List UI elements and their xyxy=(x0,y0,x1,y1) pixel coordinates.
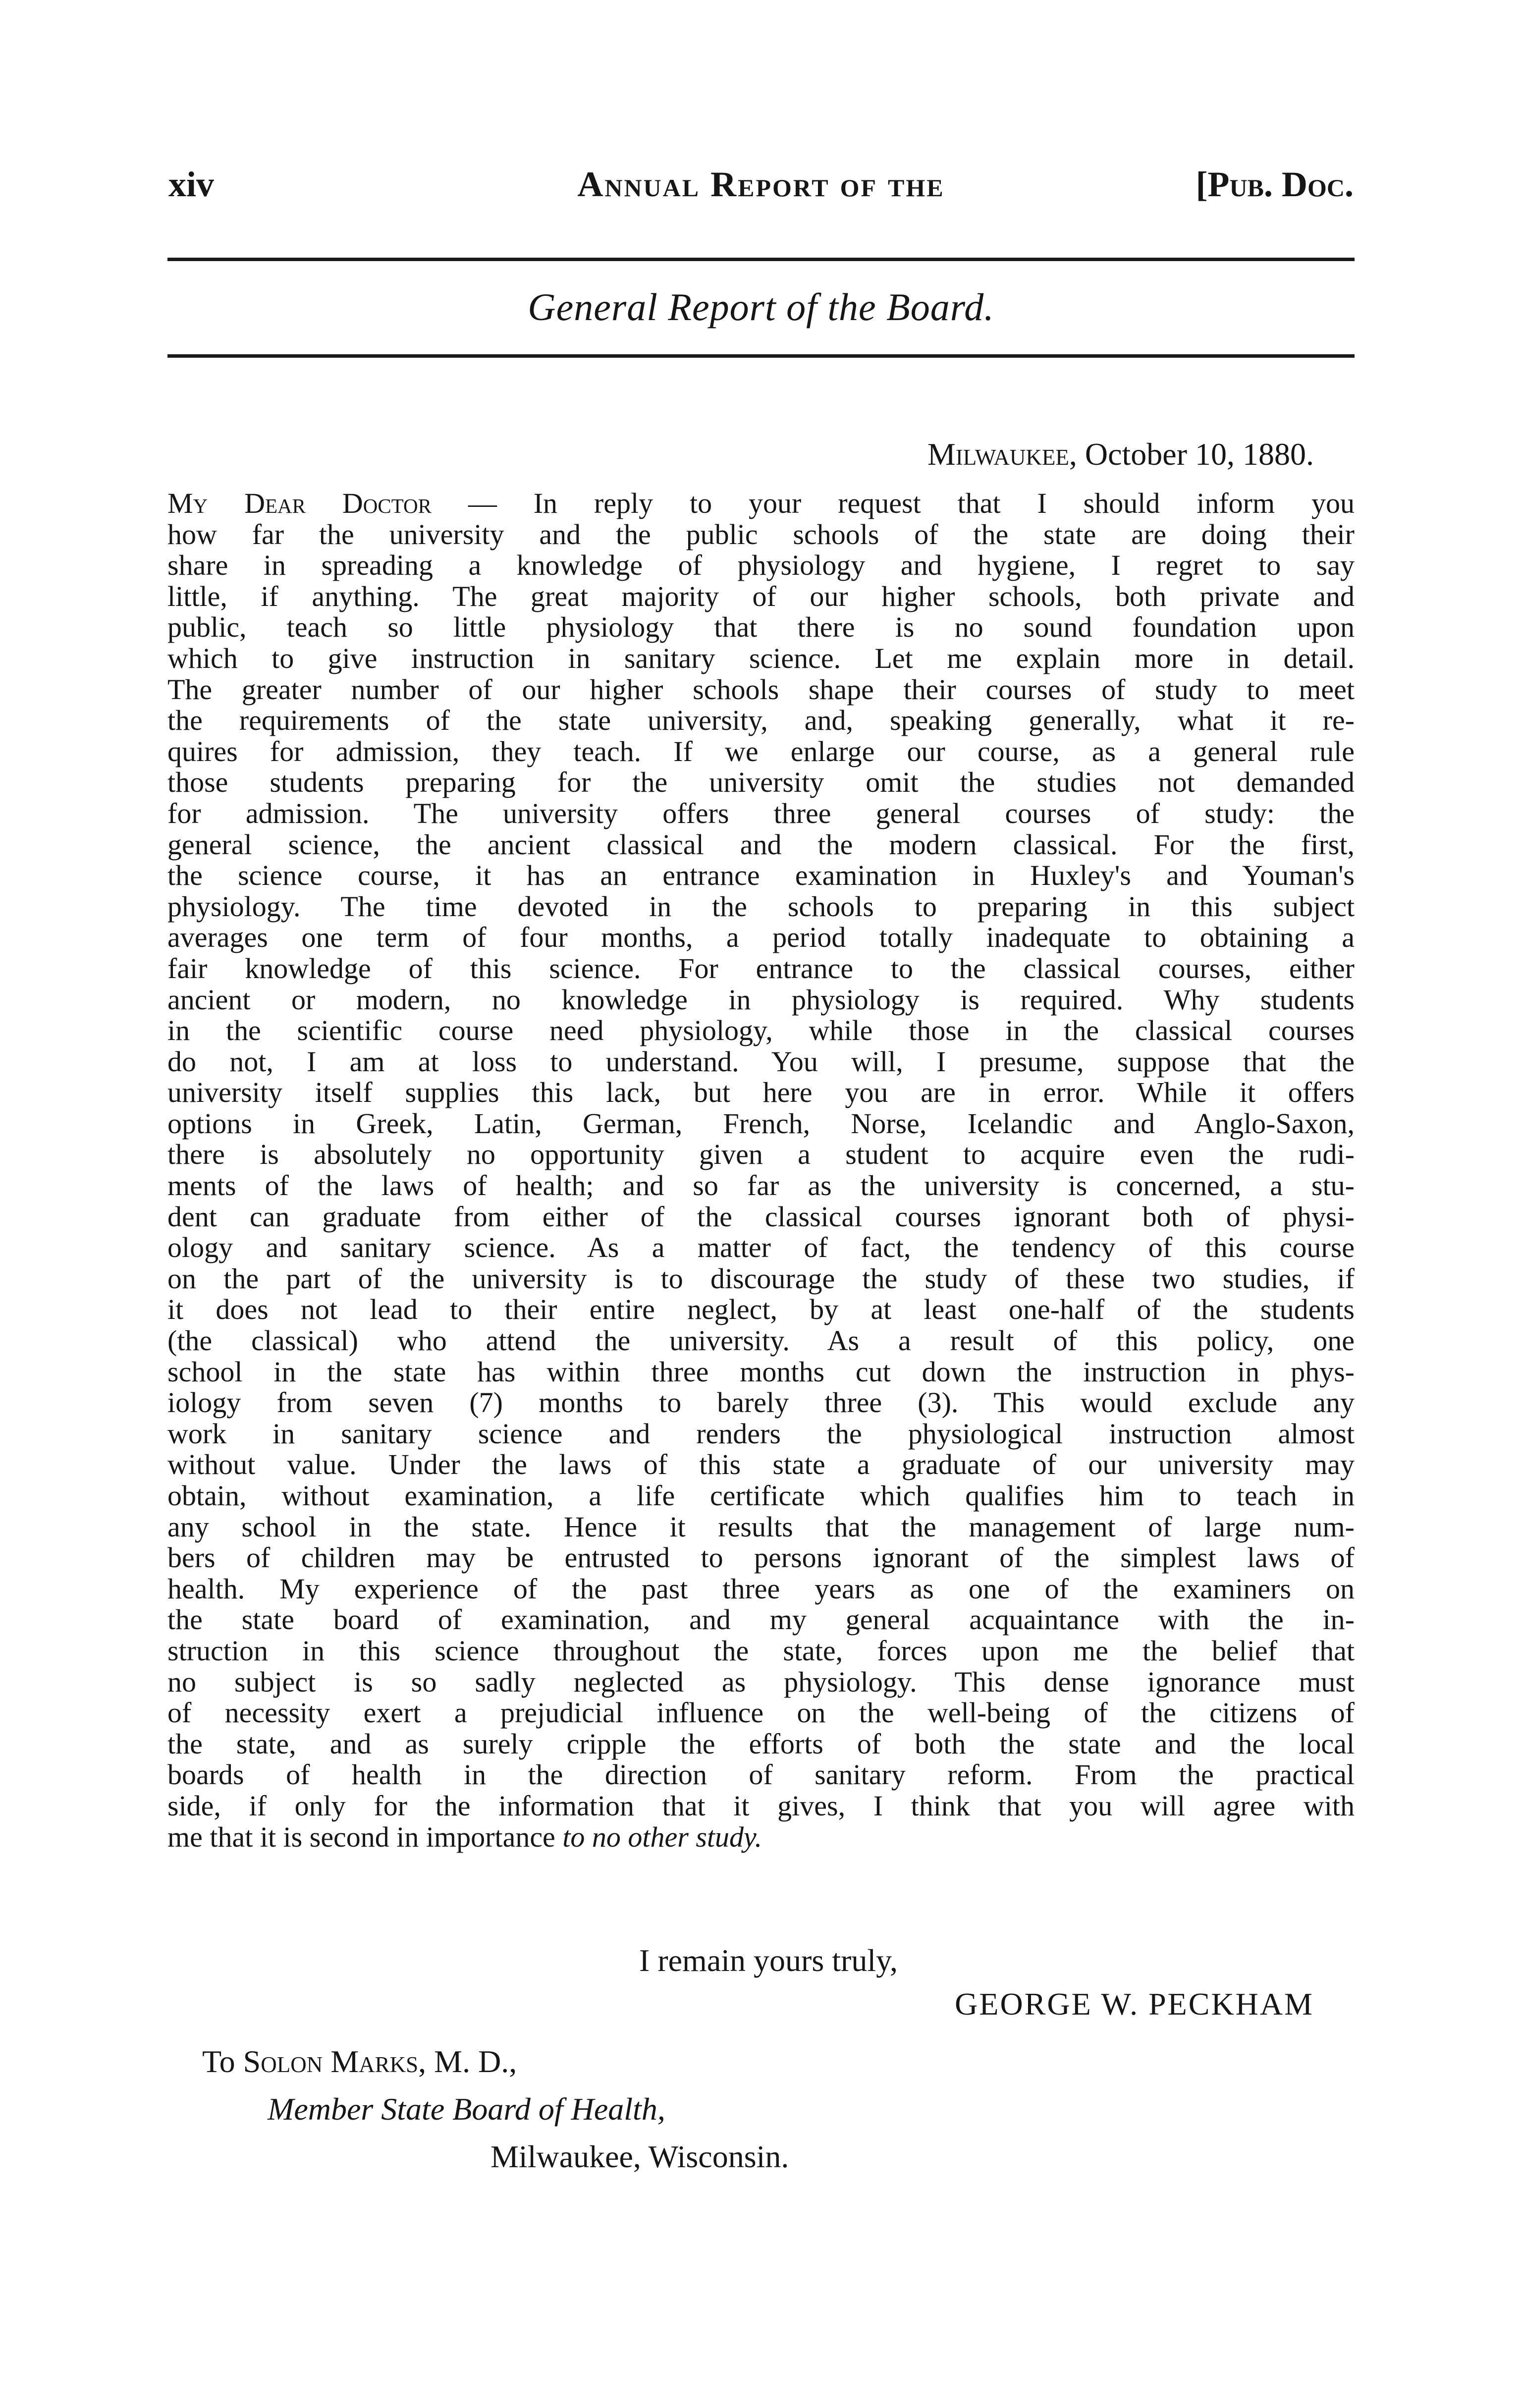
addressee-role: Member State Board of Health, xyxy=(268,2091,665,2127)
letter-line: ments of the laws of health; and so far as the university is concerned, a stu- xyxy=(167,1169,1355,1202)
letter-signature: GEORGE W. PECKHAM xyxy=(955,1986,1314,2022)
letter-line-last xyxy=(167,1822,1355,1853)
addressee-line xyxy=(202,2039,517,2084)
letter-line: The greater number of our higher schools shape their courses of study to meet xyxy=(167,673,1355,706)
letter-line: public, teach so little physiology that there is no sound foundation upon xyxy=(167,611,1355,644)
section-title: General Report of the Board. xyxy=(528,285,994,328)
emphasized-phrase: to no other study. xyxy=(562,1820,762,1853)
letter-line: the science course, it has an entrance examination in Huxley's and Youman's xyxy=(167,859,1355,892)
letter-line: ancient or modern, no knowledge in physiology is required. Why students xyxy=(167,983,1355,1016)
salutation: My Dear Doctor xyxy=(167,487,432,519)
letter-line: the state, and as surely cripple the efforts of both the state and the local xyxy=(167,1727,1355,1760)
letter-line: quires for admission, they teach. If we enlarge our course, as a general rule xyxy=(167,735,1355,767)
letter-line: no subject is so sadly neglected as physiology. This dense ignorance must xyxy=(167,1665,1355,1698)
addressee-suffix: , M. D., xyxy=(418,2044,517,2079)
letter-line: the requirements of the state university, and, speaking generally, what it re- xyxy=(167,704,1355,737)
letter-line: there is absolutely no opportunity given a student to acquire even the rudi- xyxy=(167,1138,1355,1171)
running-head-title: Annual Report of the xyxy=(577,164,945,204)
letter-line: those students preparing for the university omit the studies not demanded xyxy=(167,766,1355,799)
letter-line: general science, the ancient classical and the modern classical. For the first, xyxy=(167,828,1355,861)
letter-line: in the scientific course need physiology, while those in the classical courses xyxy=(167,1014,1355,1047)
letter-line: dent can graduate from either of the classical courses ignorant both of physi- xyxy=(167,1200,1355,1233)
letter-line: bers of children may be entrusted to persons ignorant of the simplest laws of xyxy=(167,1541,1355,1574)
letter-line: boards of health in the direction of sanitary reform. From the practical xyxy=(167,1758,1355,1791)
letter-line: of necessity exert a prejudicial influence on the well-being of the citizens of xyxy=(167,1697,1355,1729)
letter-line: it does not lead to their entire neglect, by at least one-half of the students xyxy=(167,1293,1355,1326)
letter-line: physiology. The time devoted in the schools to preparing in this subject xyxy=(167,890,1355,923)
header-rule-top xyxy=(167,258,1355,261)
letter-line: how far the university and the public schools of the state are doing their xyxy=(167,518,1355,550)
letter-line: options in Greek, Latin, German, French, Norse, Icelandic and Anglo-Saxon, xyxy=(167,1107,1355,1140)
letter-line: university itself supplies this lack, but here you are in error. While it offers xyxy=(167,1076,1355,1109)
page-number: xiv xyxy=(168,164,215,204)
letter-line-text: — In reply to your request that I should inform you xyxy=(431,487,1355,519)
letter-closing: I remain yours truly, xyxy=(639,1943,898,1978)
letter-body xyxy=(167,488,1355,1853)
dateline-date: , October 10, 1880. xyxy=(1069,437,1314,472)
addressee-name: Solon Marks xyxy=(243,2044,419,2079)
letter-line-text: me that it is second in importance xyxy=(167,1820,563,1853)
letter-line: iology from seven (7) months to barely three (3). This would exclude any xyxy=(167,1386,1355,1419)
letter-line: any school in the state. Hence it results that the management of large num- xyxy=(167,1510,1355,1543)
letter-line: health. My experience of the past three years as one of the examiners on xyxy=(167,1572,1355,1605)
letter-line: share in spreading a knowledge of physiology and hygiene, I regret to say xyxy=(167,549,1355,582)
letter-line: little, if anything. The great majority of our higher schools, both private and xyxy=(167,580,1355,612)
letter-line: school in the state has within three months cut down the instruction in phys- xyxy=(167,1355,1355,1388)
letter-line: (the classical) who attend the university. As a result of this policy, one xyxy=(167,1324,1355,1357)
letter-line: side, if only for the information that it gives, I think that you will agree with xyxy=(167,1789,1355,1822)
running-head xyxy=(168,160,1354,209)
letter-line: on the part of the university is to discourage the study of these two studies, if xyxy=(167,1262,1355,1295)
letter-line: which to give instruction in sanitary science. Let me explain more in detail. xyxy=(167,642,1355,674)
letter-line: fair knowledge of this science. For entrance to the classical courses, either xyxy=(167,952,1355,985)
header-rule-bottom xyxy=(167,354,1355,358)
letter-line: without value. Under the laws of this state a graduate of our university may xyxy=(167,1448,1355,1481)
letter-line: obtain, without examination, a life certificate which qualifies him to teach in xyxy=(167,1479,1355,1512)
addressee-place: Milwaukee, Wisconsin. xyxy=(490,2139,789,2174)
letter-line: ology and sanitary science. As a matter of fact, the tendency of this course xyxy=(167,1231,1355,1264)
letter-line: work in sanitary science and renders the physiological instruction almost xyxy=(167,1417,1355,1450)
letter-line: the state board of examination, and my general acquaintance with the in- xyxy=(167,1603,1355,1636)
dateline-place: Milwaukee xyxy=(927,437,1069,472)
addressee-to: To xyxy=(202,2044,243,2079)
letter-line: for admission. The university offers three general courses of study: the xyxy=(167,797,1355,829)
letter-dateline xyxy=(927,432,1314,477)
letter-line: struction in this science throughout the state, forces upon me the belief that xyxy=(167,1634,1355,1667)
letter-line xyxy=(167,488,1355,519)
letter-line: averages one term of four months, a period totally inadequate to obtaining a xyxy=(167,921,1355,954)
letter-line: do not, I am at loss to understand. You will, I presume, suppose that the xyxy=(167,1045,1355,1078)
running-head-doc: [Pub. Doc. xyxy=(1196,164,1354,204)
